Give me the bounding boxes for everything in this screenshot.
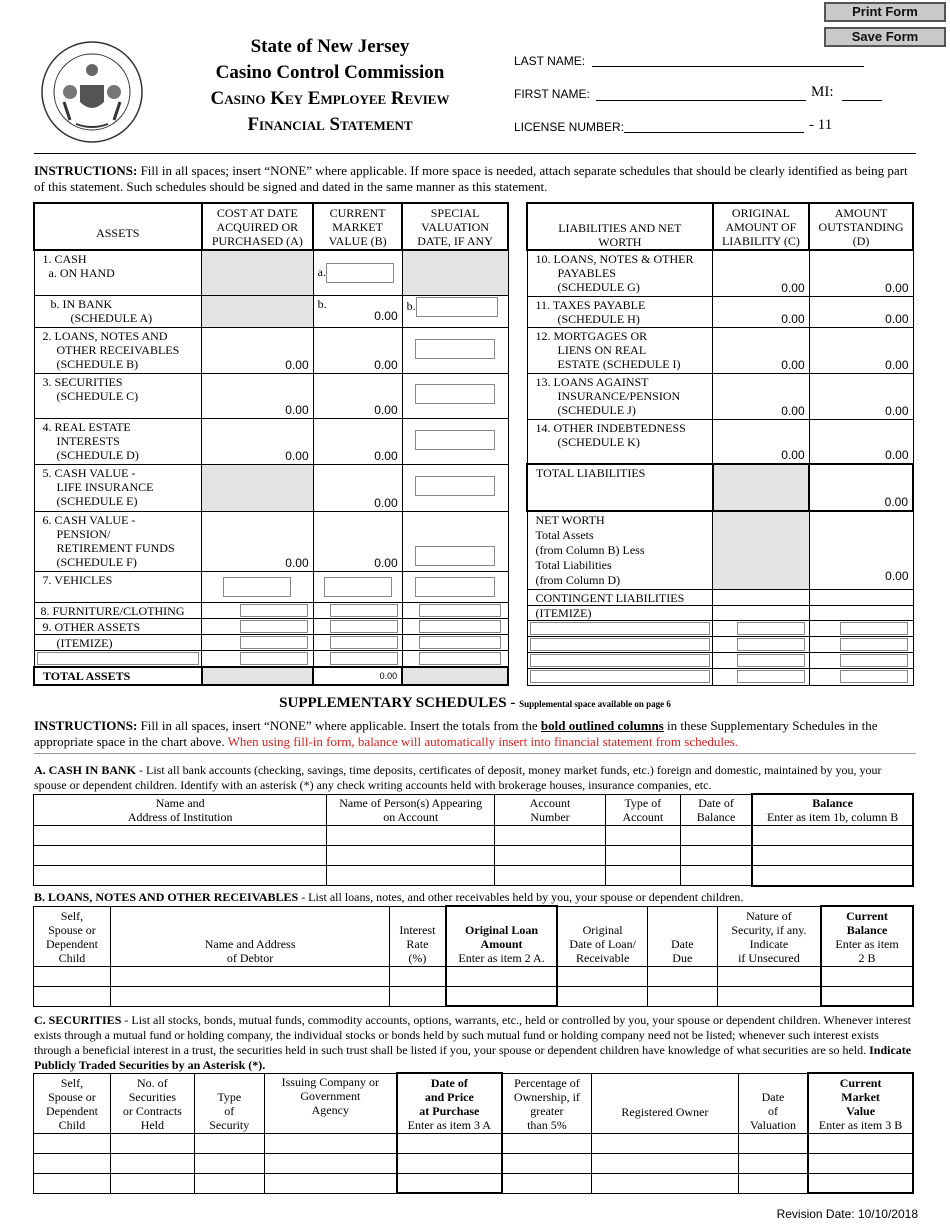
life-insurance-label: 5. CASH VALUE - LIFE INSURANCE (SCHEDULE E) [34, 464, 202, 511]
license-suffix: - 11 [809, 117, 833, 133]
mi-label: MI: [811, 84, 834, 100]
table-row [34, 1153, 914, 1173]
schedC-col-issuer: Issuing Company or Government Agency [264, 1073, 397, 1133]
loans-payable-label: 10. LOANS, NOTES & OTHER PAYABLES (SCHEDULE G) [527, 250, 713, 296]
other-assets-cost-input[interactable] [240, 620, 308, 633]
schedB-col-original-date: Original Date of Loan/ Receivable [557, 906, 647, 966]
schedC-col-type: Type of Security [194, 1073, 264, 1133]
total-assets-label: TOTAL ASSETS [34, 667, 202, 685]
itemize-1-date-input[interactable] [419, 636, 501, 649]
table-row [34, 1133, 914, 1153]
schedA-col-date: Date of Balance [680, 794, 752, 826]
cash-on-hand-input[interactable] [326, 263, 394, 283]
contingent-4-outstanding-input[interactable] [840, 670, 908, 683]
taxes-outstanding: 0.00 [809, 296, 913, 327]
schedC-col-relation: Self, Spouse or Dependent Child [34, 1073, 111, 1133]
schedC-col-owner: Registered Owner [592, 1073, 739, 1133]
loans-payable-original: 0.00 [713, 250, 809, 296]
liabilities-header: LIABILITIES AND NET WORTH [527, 203, 713, 250]
other-indebtedness-outstanding: 0.00 [809, 419, 913, 464]
mortgages-label: 12. MORTGAGES OR LIENS ON REAL ESTATE (SCHEDULE I) [527, 327, 713, 373]
schedA-col-institution: Name and Address of Institution [34, 794, 327, 826]
contingent-3-original-input[interactable] [737, 654, 805, 667]
net-worth-value: 0.00 [809, 511, 913, 590]
schedB-col-relation: Self, Spouse or Dependent Child [34, 906, 111, 966]
schedB-col-security: Nature of Security, if any. Indicate if Unsecured [717, 906, 821, 966]
first-name-label: FIRST NAME: [514, 87, 590, 101]
real-estate-label: 4. REAL ESTATE INTERESTS (SCHEDULE D) [34, 418, 202, 464]
schedA-col-balance: Balance Enter as item 1b, column B [752, 794, 913, 826]
schedule-a-table [33, 793, 914, 887]
header-financial: Financial Statement [247, 114, 413, 135]
vehicles-cost-input[interactable] [223, 577, 291, 597]
table-row [34, 826, 914, 846]
other-indebtedness-original: 0.00 [713, 419, 809, 464]
contingent-2-outstanding-input[interactable] [840, 638, 908, 651]
schedB-col-balance: Current Balance Enter as item 2 B [821, 906, 913, 966]
other-assets-label: 9. OTHER ASSETS [34, 618, 202, 634]
header-review: Casino Key Employee Review [210, 88, 450, 109]
securities-label: 3. SECURITIES (SCHEDULE C) [34, 373, 202, 418]
securities-date-input[interactable] [415, 384, 495, 404]
other-indebtedness-label: 14. OTHER INDEBTEDNESS (SCHEDULE K) [527, 419, 713, 464]
print-form-button[interactable]: Print Form [824, 2, 946, 22]
market-header: CURRENT MARKET VALUE (B) [313, 203, 402, 250]
contingent-4-input[interactable] [530, 670, 710, 683]
vehicles-label: 7. VEHICLES [34, 571, 202, 602]
life-insurance-date-input[interactable] [415, 476, 495, 496]
table-row [34, 986, 914, 1006]
save-form-button[interactable]: Save Form [824, 27, 946, 47]
contingent-label: CONTINGENT LIABILITIES [527, 590, 713, 606]
insurance-loans-original: 0.00 [713, 373, 809, 419]
last-name-field[interactable] [592, 66, 864, 67]
pension-cost-value: 0.00 [202, 511, 314, 571]
loans-market-value: 0.00 [313, 327, 402, 373]
loans-payable-outstanding: 0.00 [809, 250, 913, 296]
schedA-col-account-number: Account Number [495, 794, 606, 826]
schedA-col-person: Name of Person(s) Appearing on Account [327, 794, 495, 826]
revision-date: Revision Date: 10/10/2018 [776, 1207, 918, 1221]
last-name-label: LAST NAME: [514, 54, 586, 68]
license-field[interactable] [624, 132, 804, 133]
contingent-3-outstanding-input[interactable] [840, 654, 908, 667]
total-liabilities-label: TOTAL LIABILITIES [527, 464, 713, 511]
amount-outstanding-header: AMOUNT OUTSTANDING (D) [809, 203, 913, 250]
furniture-date-input[interactable] [419, 604, 501, 617]
vehicles-date-input[interactable] [415, 577, 495, 597]
table-row [34, 866, 914, 886]
schedule-b-table [33, 905, 914, 1007]
schedC-col-market-value: Current Market Value Enter as item 3 B [808, 1073, 913, 1133]
schedC-col-percentage: Percentage of Ownership, if greater than 5% [502, 1073, 592, 1133]
schedA-col-account-type: Type of Account [605, 794, 680, 826]
license-label: LICENSE NUMBER: [514, 120, 625, 134]
table-row [34, 846, 914, 866]
schedule-a-desc: A. CASH IN BANK - List all bank accounts (checking, savings, time deposits, certificates of deposit, money market funds, etc.) foreign and domestic, maintained by you, your spouse or dependent children. Identify with an asterisk (*) any check writing accounts held with brokerage houses, insurance companies, etc. [34, 763, 882, 792]
original-amount-header: ORIGINAL AMOUNT OF LIABILITY (C) [713, 203, 809, 250]
life-insurance-market-value: 0.00 [313, 464, 402, 511]
furniture-label: 8. FURNITURE/CLOTHING [34, 602, 202, 618]
real-estate-market-value: 0.00 [313, 418, 402, 464]
schedB-col-debtor: Name and Address of Debtor [110, 906, 389, 966]
supp-title: SUPPLEMENTARY SCHEDULES - Supplemental space available on page 6 [279, 695, 671, 711]
table-row [34, 1173, 914, 1193]
valuation-header: SPECIAL VALUATION DATE, IF ANY [402, 203, 508, 250]
pension-market-value: 0.00 [313, 511, 402, 571]
taxes-payable-label: 11. TAXES PAYABLE (SCHEDULE H) [527, 296, 713, 327]
other-assets-market-input[interactable] [330, 620, 398, 633]
schedule-c-table [33, 1072, 914, 1194]
header-state: State of New Jersey [250, 36, 410, 57]
itemize-2-cost-input[interactable] [240, 652, 308, 665]
contingent-3-input[interactable] [530, 654, 710, 667]
cash-in-bank-date-input[interactable] [416, 297, 498, 317]
mortgages-outstanding: 0.00 [809, 327, 913, 373]
itemize-label: (ITEMIZE) [34, 634, 202, 650]
liabilities-table [526, 202, 914, 686]
contingent-1-original-input[interactable] [737, 622, 805, 635]
cost-header: COST AT DATE ACQUIRED OR PURCHASED (A) [202, 203, 314, 250]
assets-header: ASSETS [34, 203, 202, 250]
total-assets-value: 0.00 [313, 667, 402, 685]
itemize-1-market-input[interactable] [330, 636, 398, 649]
furniture-market-input[interactable] [330, 604, 398, 617]
state-seal-icon [40, 40, 144, 144]
mi-field[interactable] [842, 100, 882, 101]
itemize-2-label-input[interactable] [37, 652, 199, 665]
supp-instructions: INSTRUCTIONS: Fill in all spaces, insert “NONE” where applicable. Insert the totals from the bold outlined columns in these Supplementary Schedules in the appropriate space in the chart above. When using fill-in form, balance will automatically insert into financial statement from schedules. [34, 718, 878, 749]
securities-market-value: 0.00 [313, 373, 402, 418]
schedB-col-due: Date Due [647, 906, 717, 966]
schedule-b-desc: B. LOANS, NOTES AND OTHER RECEIVABLES - List all loans, notes, and other receivables held by you, your spouse or dependent children. [34, 890, 744, 904]
schedB-col-interest: Interest Rate (%) [390, 906, 446, 966]
cash-in-bank-value: 0.00 [374, 308, 398, 323]
instructions: INSTRUCTIONS: Fill in all spaces; insert “NONE” where applicable. If more space is needed, attach separate schedules that should be clearly identified as being part of this statement. Such schedules should be signed and dated in the same manner as this statement. [34, 163, 908, 194]
total-liabilities-value: 0.00 [809, 464, 913, 511]
loans-date-input[interactable] [415, 339, 495, 359]
schedC-col-date-price: Date of and Price at Purchase Enter as item 3 A [397, 1073, 502, 1133]
contingent-1-input[interactable] [530, 622, 710, 635]
contingent-2-original-input[interactable] [737, 638, 805, 651]
real-estate-date-input[interactable] [415, 430, 495, 450]
contingent-4-original-input[interactable] [737, 670, 805, 683]
loans-receivables-label: 2. LOANS, NOTES AND OTHER RECEIVABLES (SCHEDULE B) [34, 327, 202, 373]
furniture-cost-input[interactable] [240, 604, 308, 617]
net-worth-label: NET WORTH Total Assets (from Column B) Less Total Liabilities (from Column D) [527, 511, 713, 590]
assets-table: ASSETS COST AT DATE ACQUIRED OR PURCHASED (A) CURRENT MARKET VALUE (B) SPECIAL VALUATION DATE, IF ANY 1. CASH a. ON HAND a. b. IN BANK (SCHEDULE A) b. 0.00 b. 2. LOANS, NOTES AND OTHER RECEIVABLES (SCHEDULE B) 0.00 0.00 3. SECURITIES (SCHEDULE C) 0.00 0.00 4. REAL ESTATE INTERESTS (SCHEDULE D) 0.00 0.00 5. CASH VALUE - LIFE INSURANCE (SCHEDULE E) 0.00 6. CASH VALUE - PENSION/ RETIREMENT FUNDS (SCHEDULE F) 0.00 0.00 7. VEHICLES 8. FURNITURE/CLOTHING 9. OTHER ASSETS (ITEMIZE) TOTAL ASSETS 0.00 [33, 202, 509, 686]
other-assets-date-input[interactable] [419, 620, 501, 633]
loans-cost-value: 0.00 [202, 327, 314, 373]
first-name-field[interactable] [596, 100, 806, 101]
schedB-col-original-amount: Original Loan Amount Enter as item 2 A. [446, 906, 558, 966]
schedule-c-desc: C. SECURITIES - List all stocks, bonds, mutual funds, commodity accounts, options, warrants, etc., held or controlled by you, your spouse or dependent children. Whenever interest exists through a mutual fund or holding company, the individual stocks or bonds held by such mutual fund or holding company need not be listed; whenever such interest exists through a beneficial interest in a trust, the securities held in such trust shall be listed if you, your spouse or dependent children have knowledge of what securities are so held. Indicate Publicly Traded Securities by an Asterisk (*). [34, 1013, 912, 1072]
pension-label: 6. CASH VALUE - PENSION/ RETIREMENT FUNDS (SCHEDULE F) [34, 511, 202, 571]
schedC-col-valuation-date: Date of Valuation [738, 1073, 808, 1133]
mortgages-original: 0.00 [713, 327, 809, 373]
vehicles-market-input[interactable] [324, 577, 392, 597]
taxes-original: 0.00 [713, 296, 809, 327]
insurance-loans-outstanding: 0.00 [809, 373, 913, 419]
schedC-col-number: No. of Securities or Contracts Held [110, 1073, 194, 1133]
cash-in-bank-label: b. IN BANK (SCHEDULE A) [34, 295, 202, 327]
itemize-2-market-input[interactable] [330, 652, 398, 665]
contingent-itemize-label: (ITEMIZE) [527, 606, 713, 621]
securities-cost-value: 0.00 [202, 373, 314, 418]
pension-date-input[interactable] [415, 546, 495, 566]
itemize-2-date-input[interactable] [419, 652, 501, 665]
cash-on-hand-label: 1. CASH a. ON HAND [34, 250, 202, 295]
itemize-1-cost-input[interactable] [240, 636, 308, 649]
contingent-1-outstanding-input[interactable] [840, 622, 908, 635]
header-commission: Casino Control Commission [215, 62, 445, 83]
contingent-2-input[interactable] [530, 638, 710, 651]
table-row [34, 966, 914, 986]
real-estate-cost-value: 0.00 [202, 418, 314, 464]
insurance-loans-label: 13. LOANS AGAINST INSURANCE/PENSION (SCHEDULE J) [527, 373, 713, 419]
